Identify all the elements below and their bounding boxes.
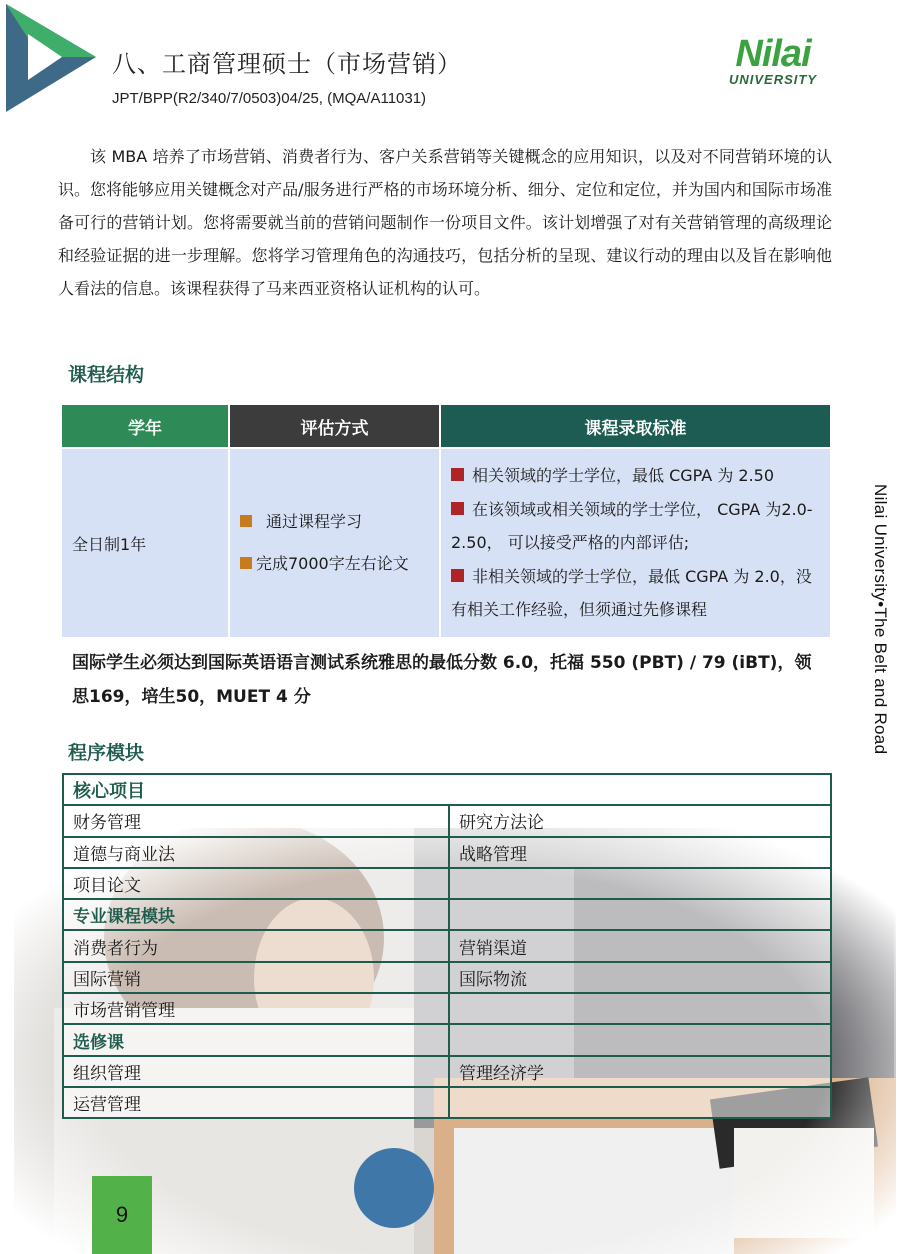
entry-text: 相关领域的学士学位，最低 CGPA 为 2.50 <box>472 466 775 486</box>
accreditation-code: JPT/BPP(R2/340/7/0503)04/25, (MQA/A11031) <box>112 90 427 107</box>
table-row <box>62 449 830 637</box>
module-cell <box>449 1087 831 1118</box>
orange-square-bullet-icon <box>240 515 252 527</box>
module-cell: 国际物流 <box>449 962 831 993</box>
table-row <box>63 868 831 899</box>
empty-cell <box>449 899 831 930</box>
elective-title-row <box>63 1024 831 1055</box>
side-caption: Nilai University•The Belt and Road <box>871 484 890 755</box>
entry-requirements-cell <box>441 449 830 637</box>
core-modules-title: 核心项目 <box>63 774 831 805</box>
specialization-title-row <box>63 899 831 930</box>
red-square-bullet-icon <box>451 569 464 582</box>
module-cell: 组织管理 <box>63 1056 449 1087</box>
header-entry-requirements: 课程录取标准 <box>441 405 830 447</box>
module-cell: 项目论文 <box>63 868 449 899</box>
program-modules-table <box>62 773 832 1119</box>
specialization-modules-title: 专业课程模块 <box>63 899 449 930</box>
module-cell: 运营管理 <box>63 1087 449 1118</box>
language-requirement: 国际学生必须达到国际英语语言测试系统雅思的最低分数 6.0，托福 550 (PBT) / 79 (iBT)，领思169，培生50，MUET 4 分 <box>72 653 812 707</box>
core-title-row <box>63 774 831 805</box>
page-number: 9 <box>92 1176 152 1254</box>
module-cell: 研究方法论 <box>449 805 831 836</box>
page-title: 八、工商管理硕士（市场营销） <box>112 50 462 78</box>
intro-paragraph: 该 MBA 培养了市场营销、消费者行为、客户关系营销等关键概念的应用知识，以及对不同营销环境的认识。您将能够应用关键概念对产品/服务进行严格的市场环境分析、细分、定位和定位，并为国内和国际市场准备可行的营销计划。您将需要就当前的营销问题制作一份项目文件。该计划增强了对有关营销管理的高级理论和经验证据的进一步理解。您将学习管理角色的沟通技巧，包括分析的呈现、建议行动的理由以及旨在影响他人看法的信息。该课程获得了马来西亚资格认证机构的认可。 <box>58 147 832 298</box>
table-header-row <box>62 405 830 447</box>
assessment-item <box>240 553 429 575</box>
elective-modules-title: 选修课 <box>63 1024 449 1055</box>
table-row <box>63 962 831 993</box>
module-cell <box>449 868 831 899</box>
table-row <box>63 930 831 961</box>
entry-item <box>451 560 820 627</box>
module-cell: 营销渠道 <box>449 930 831 961</box>
corner-triangle-logo <box>0 0 100 115</box>
nilai-university-logo <box>714 33 832 92</box>
module-cell: 战略管理 <box>449 837 831 868</box>
entry-text: 在该领域或相关领域的学士学位， CGPA 为2.0-2.50， 可以接受严格的内部评估; <box>451 499 813 553</box>
orange-square-bullet-icon <box>240 557 252 569</box>
red-square-bullet-icon <box>451 468 464 481</box>
table-row <box>63 1087 831 1118</box>
year-cell: 全日制1年 <box>62 449 228 637</box>
brand-name: Nilai <box>735 33 811 75</box>
module-cell: 国际营销 <box>63 962 449 993</box>
empty-cell <box>449 1024 831 1055</box>
entry-text: 非相关领域的学士学位，最低 CGPA 为 2.0，没有相关工作经验，但须通过先修课程 <box>451 566 812 620</box>
module-cell: 财务管理 <box>63 805 449 836</box>
module-cell: 管理经济学 <box>449 1056 831 1087</box>
module-cell: 市场营销管理 <box>63 993 449 1024</box>
program-modules-heading: 程序模块 <box>68 742 145 764</box>
header-year: 学年 <box>62 405 228 447</box>
table-row <box>63 805 831 836</box>
entry-item <box>451 493 820 560</box>
course-structure-table <box>60 403 832 639</box>
table-row <box>63 1056 831 1087</box>
course-structure-heading: 课程结构 <box>68 364 145 386</box>
assessment-cell <box>230 449 439 637</box>
table-row <box>63 993 831 1024</box>
module-cell: 消费者行为 <box>63 930 449 961</box>
brand-sub: UNIVERSITY <box>728 72 817 87</box>
assessment-text: 完成7000字左右论文 <box>256 554 409 573</box>
red-square-bullet-icon <box>451 502 464 515</box>
assessment-text: 通过课程学习 <box>266 512 363 531</box>
module-cell: 道德与商业法 <box>63 837 449 868</box>
header-assessment: 评估方式 <box>230 405 439 447</box>
assessment-item <box>240 511 429 533</box>
module-cell <box>449 993 831 1024</box>
table-row <box>63 837 831 868</box>
entry-item <box>451 459 820 493</box>
